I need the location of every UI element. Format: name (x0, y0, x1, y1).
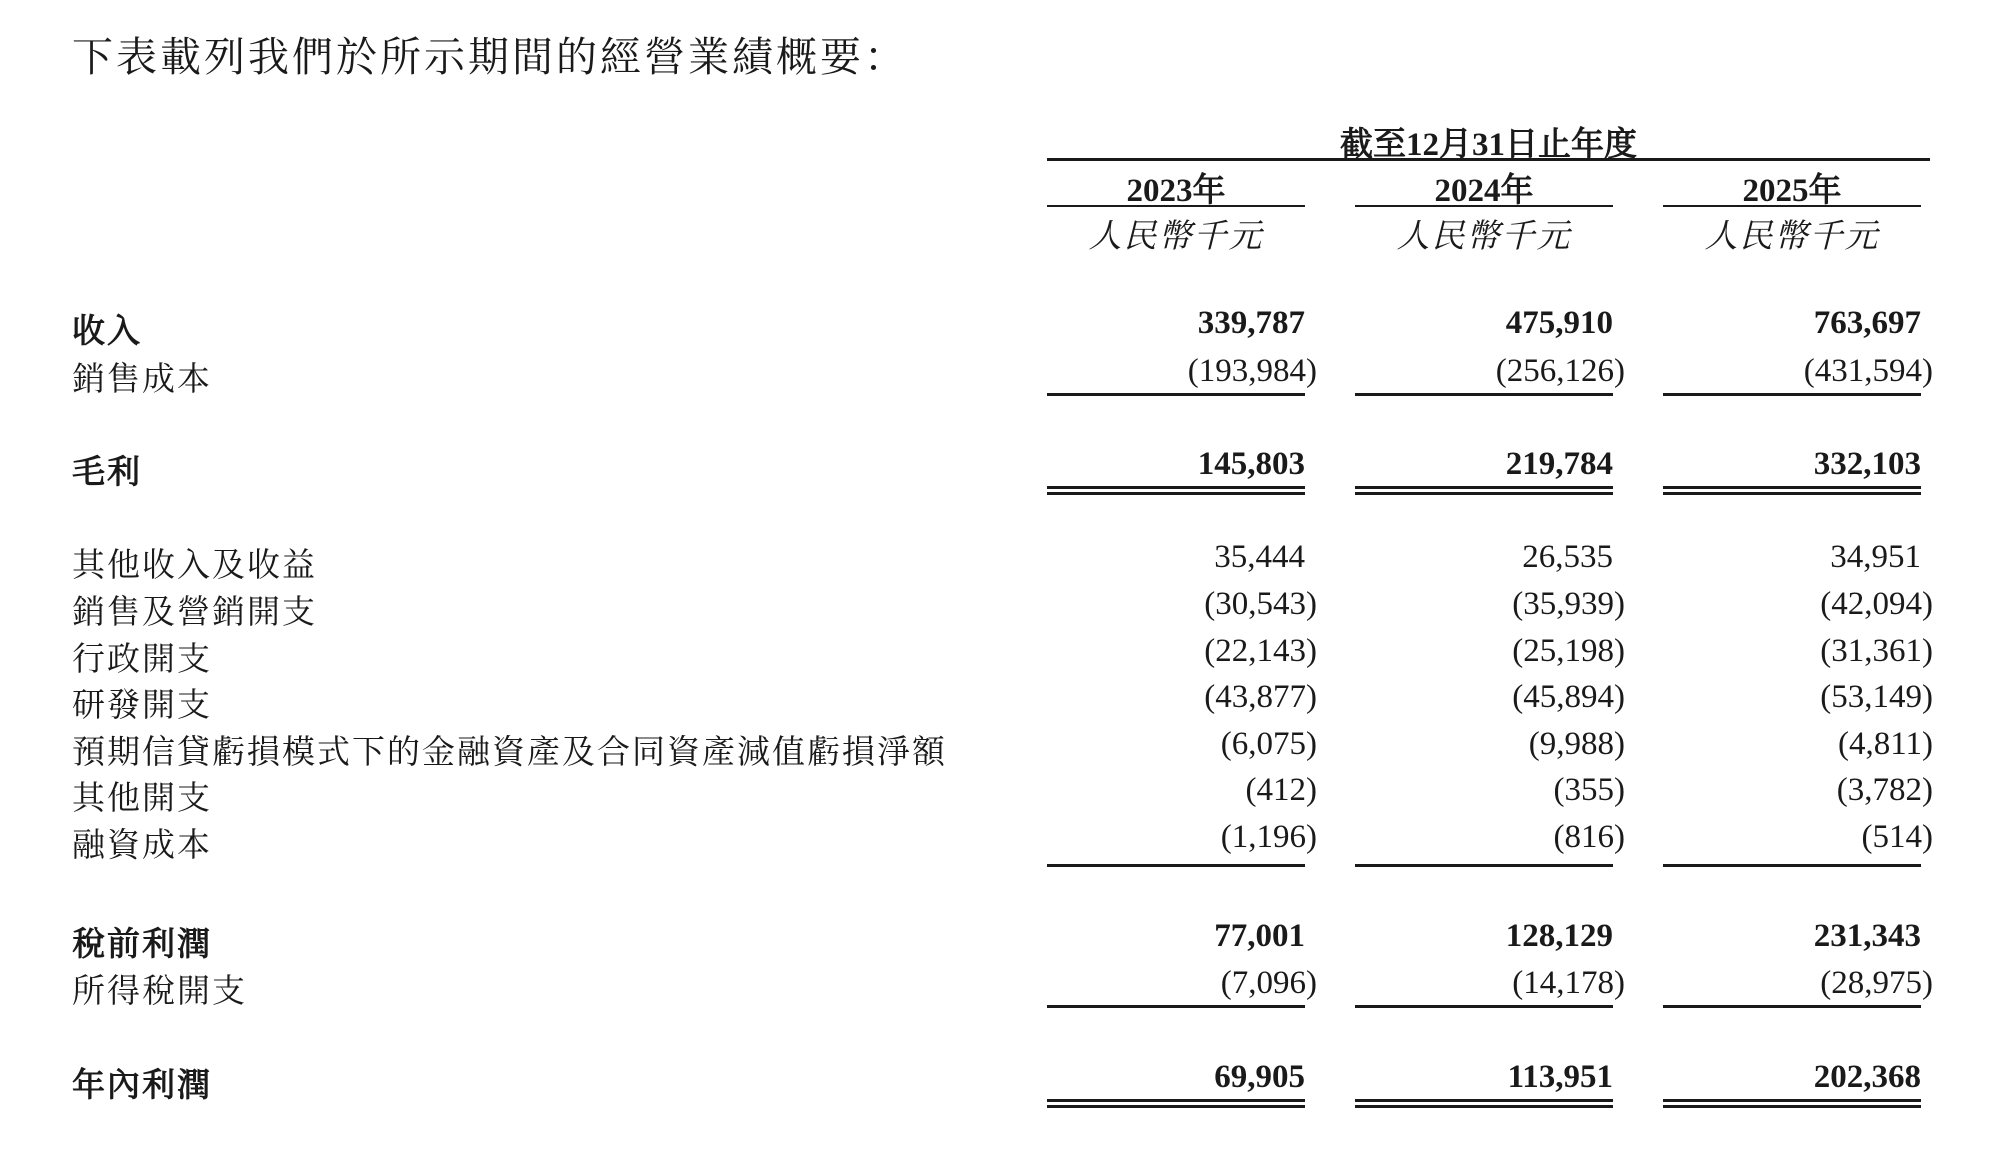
cell-revenue-2023: 339,787 (1197, 305, 1305, 341)
cell-gross-profit-2023: 145,803 (1197, 446, 1305, 482)
cell-other-income-2025: 34,951 (1830, 539, 1921, 575)
cell-cost-of-sales-2024: (256,126) (1495, 353, 1625, 389)
intro-text: 下表載列我們於所示期間的經營業績概要： (72, 33, 908, 81)
subtotal-rule-2023 (1047, 864, 1305, 867)
cell-admin-expenses-2025: (31,361) (1820, 633, 1933, 669)
subtotal-rule-2023 (1047, 393, 1305, 396)
cell-revenue-2024: 475,910 (1505, 305, 1613, 341)
row-label-gross-profit: 毛利 (72, 452, 142, 491)
subtotal-rule-2024 (1355, 393, 1613, 396)
cell-income-tax-2024: (14,178) (1512, 965, 1625, 1001)
cell-admin-expenses-2024: (25,198) (1512, 633, 1625, 669)
period-header: 截至12月31日止年度 (1340, 127, 1637, 163)
subtotal-rule-2025 (1663, 864, 1921, 867)
cell-impairment-losses-2023: (6,075) (1220, 726, 1317, 762)
cell-cost-of-sales-2023: (193,984) (1187, 353, 1317, 389)
cell-selling-expenses-2023: (30,543) (1204, 586, 1317, 622)
row-label-finance-costs: 融資成本 (72, 825, 212, 864)
cell-profit-before-tax-2023: 77,001 (1214, 918, 1305, 954)
subtotal-rule-2023 (1047, 1005, 1305, 1008)
cell-rd-expenses-2025: (53,149) (1820, 679, 1933, 715)
cell-rd-expenses-2023: (43,877) (1204, 679, 1317, 715)
unit-label-2023: 人民幣千元 (1088, 216, 1264, 255)
total-double-rule-2025 (1663, 1099, 1921, 1108)
cell-other-expenses-2024: (355) (1553, 772, 1625, 808)
cell-profit-before-tax-2024: 128,129 (1505, 918, 1613, 954)
total-double-rule-2023 (1047, 1099, 1305, 1108)
total-double-rule-2024 (1355, 486, 1613, 495)
row-label-impairment-losses: 預期信貸虧損模式下的金融資產及合同資產減值虧損淨額 (72, 732, 947, 771)
year-rule-2025 (1663, 205, 1921, 207)
year-header-2023: 2023年 (1126, 173, 1226, 209)
total-double-rule-2023 (1047, 486, 1305, 495)
year-header-2024: 2024年 (1434, 173, 1534, 209)
row-label-rd-expenses: 研發開支 (72, 685, 212, 724)
cell-selling-expenses-2024: (35,939) (1512, 586, 1625, 622)
total-double-rule-2024 (1355, 1099, 1613, 1108)
row-label-profit-before-tax: 稅前利潤 (72, 924, 212, 963)
cell-admin-expenses-2023: (22,143) (1204, 633, 1317, 669)
cell-finance-costs-2025: (514) (1861, 819, 1933, 855)
row-label-selling-expenses: 銷售及營銷開支 (72, 592, 317, 631)
cell-profit-before-tax-2025: 231,343 (1813, 918, 1921, 954)
subtotal-rule-2025 (1663, 393, 1921, 396)
cell-other-expenses-2025: (3,782) (1836, 772, 1933, 808)
row-label-profit-for-year: 年內利潤 (72, 1065, 212, 1104)
subtotal-rule-2024 (1355, 864, 1613, 867)
total-double-rule-2025 (1663, 486, 1921, 495)
unit-label-2024: 人民幣千元 (1396, 216, 1572, 255)
cell-profit-for-year-2025: 202,368 (1813, 1059, 1921, 1095)
cell-cost-of-sales-2025: (431,594) (1803, 353, 1933, 389)
cell-selling-expenses-2025: (42,094) (1820, 586, 1933, 622)
subtotal-rule-2024 (1355, 1005, 1613, 1008)
row-label-revenue: 收入 (72, 311, 142, 350)
cell-other-income-2023: 35,444 (1214, 539, 1305, 575)
cell-other-income-2024: 26,535 (1522, 539, 1613, 575)
row-label-income-tax: 所得稅開支 (72, 971, 247, 1010)
period-header-rule (1047, 158, 1930, 161)
cell-gross-profit-2025: 332,103 (1813, 446, 1921, 482)
subtotal-rule-2025 (1663, 1005, 1921, 1008)
row-label-cost-of-sales: 銷售成本 (72, 359, 212, 398)
row-label-other-expenses: 其他開支 (72, 778, 212, 817)
year-rule-2024 (1355, 205, 1613, 207)
cell-gross-profit-2024: 219,784 (1505, 446, 1613, 482)
cell-finance-costs-2024: (816) (1553, 819, 1625, 855)
cell-profit-for-year-2024: 113,951 (1507, 1059, 1613, 1095)
cell-impairment-losses-2024: (9,988) (1528, 726, 1625, 762)
cell-income-tax-2025: (28,975) (1820, 965, 1933, 1001)
row-label-admin-expenses: 行政開支 (72, 639, 212, 678)
cell-finance-costs-2023: (1,196) (1220, 819, 1317, 855)
unit-label-2025: 人民幣千元 (1704, 216, 1880, 255)
cell-revenue-2025: 763,697 (1813, 305, 1921, 341)
cell-other-expenses-2023: (412) (1245, 772, 1317, 808)
year-header-2025: 2025年 (1742, 173, 1842, 209)
cell-impairment-losses-2025: (4,811) (1837, 726, 1933, 762)
row-label-other-income: 其他收入及收益 (72, 545, 317, 584)
cell-rd-expenses-2024: (45,894) (1512, 679, 1625, 715)
year-rule-2023 (1047, 205, 1305, 207)
cell-income-tax-2023: (7,096) (1220, 965, 1317, 1001)
cell-profit-for-year-2023: 69,905 (1214, 1059, 1305, 1095)
